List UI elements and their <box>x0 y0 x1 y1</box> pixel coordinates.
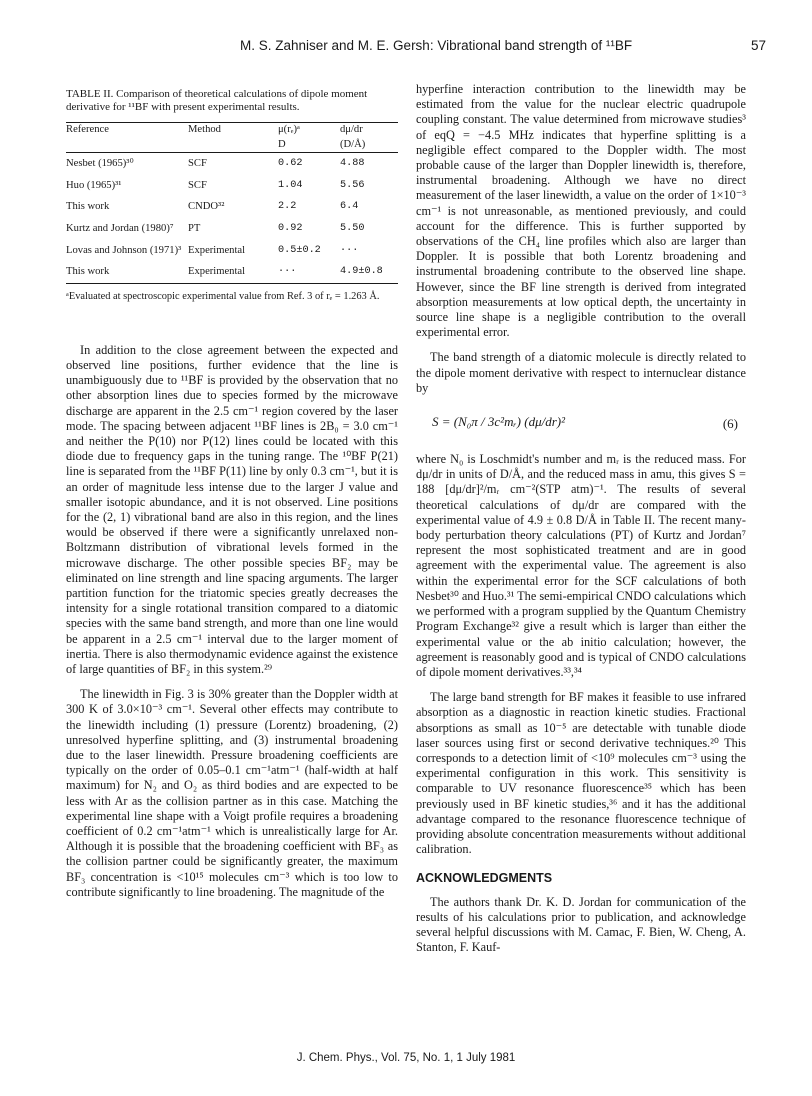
table-header-cell: Reference <box>66 124 109 135</box>
equation-number: (6) <box>722 416 738 432</box>
table-ii <box>66 122 398 284</box>
table-unit-cell <box>188 138 278 153</box>
table-cell-dmudr: ··· <box>340 244 359 256</box>
table-footnote: ᵃEvaluated at spectroscopic experimental value from Ref. 3 of rₑ = 1.263 Å. <box>66 290 380 302</box>
body-paragraph: The large band strength for BF makes it feasible to use infrared absorption as a diagnostic in reaction kinetic studies. Fractional absorptions as small as 10⁻⁵ are detectable with tunable diode laser sources using first or second derivative techniques.²⁰ This corresponds to a detection limit of <10⁹ molecules cm⁻³ using the experimental configuration in this work. This sensitivity is comparable to UV resonance fluorescence³⁵ which has been previously used in BF kinetic studies,³⁶ and it has the additional advantage compared to the resonance fluorescence technique of providing absolute concentration measurements without additional calibration. <box>416 690 746 857</box>
journal-footer: J. Chem. Phys., Vol. 75, No. 1, 1 July 1981 <box>296 1052 516 1064</box>
table-cell-method: SCF <box>188 179 207 191</box>
table-cell-dmudr: 6.4 <box>340 201 359 213</box>
column-gap <box>66 303 398 343</box>
table-units-row <box>66 138 398 153</box>
running-title: M. S. Zahniser and M. E. Gersh: Vibrational band strength of ¹¹BF <box>240 38 633 53</box>
table-row <box>66 196 398 218</box>
right-column <box>416 82 746 965</box>
table-row <box>66 153 398 175</box>
acknowledgments-text: The authors thank Dr. K. D. Jordan for communication of the results of his calculations prior to publication, and acknowledge several helpful discussions with M. Camac, F. Bien, W. Cheng, A. Stanton, F. Kauf- <box>416 894 746 955</box>
table-header-row <box>66 123 398 138</box>
table-cell-reference: Nesbet (1965)³⁰ <box>66 158 134 170</box>
body-paragraph: hyperfine interaction contribution to the linewidth may be estimated from the value for the nuclear electric quadrupole coupling constant. The value determined from microwave studies³ of eqQ = −4.5 MHz indicates that hyperfine splitting is a negligible effect compared to the Doppler width. The most probable cause of the larger than Doppler linewidth is, therefore, instrumental broadening. Although we have no direct measurement of the laser linewidth, a value on the order of 1×10⁻³ cm⁻¹ is not unreasonable, as mentioned previously, and could account for the difference. This is further supported by observations of the CH₄ line profiles which also are larger than Doppler. It is possible that both Lorentz broadening and instrumental broadening contribute to the observed line shape. However, since the BF line strength is derived from integrated absorption measurements at low optical depth, the uncertainty in source line shape is a negligible contribution to the overall experimental error. <box>416 82 746 340</box>
table-cell-reference: This work <box>66 266 110 278</box>
acknowledgments-heading: ACKNOWLEDGMENTS <box>416 871 553 886</box>
table-cell-reference: Lovas and Johnson (1971)³ <box>66 244 182 256</box>
table-cell-reference: Huo (1965)³¹ <box>66 179 122 191</box>
table-header-cell: Method <box>188 124 221 135</box>
table-row <box>66 175 398 197</box>
table-header-cell: dμ/dr <box>340 124 363 135</box>
table-row <box>66 240 398 262</box>
table-cell-mu: 2.2 <box>278 201 297 213</box>
body-paragraph: The linewidth in Fig. 3 is 30% greater than the Doppler width at 300 K of 3.0×10⁻³ cm⁻¹. Several other effects may contribute to the linewidth including (1) pressure (Lorentz) broadening, (2) unresolved hyperfine splitting, and (3) instrumental broadening due to the laser linewidth. Pressure broadening coefficients are typically on the order of 0.05–0.1 cm⁻¹atm⁻¹ (half-width at half maximum) for N₂ and O₂ as third bodies and are expected to be less with Ar as the collision partner as in this case. Matching the experimental line shape with a Voigt profile requires a broadening coefficient of 0.2 cm⁻¹atm⁻¹ which is unrealistically large for Ar. Although it is possible that the broadening coefficient with BF₃ as the collision partner could be significantly greater, the maximum BF₃ concentration is <10¹⁵ molecules cm⁻³ which is too low to contribute significantly to line broadening. The magnitude of the <box>66 687 398 899</box>
table-cell-method: Experimental <box>188 266 246 278</box>
left-column <box>66 88 398 910</box>
table-cell-method: PT <box>188 222 201 234</box>
table-row <box>66 261 398 283</box>
table-cell-reference: Kurtz and Jordan (1980)⁷ <box>66 222 174 234</box>
table-header-cell: μ(rₑ)ᵃ <box>278 124 300 135</box>
table-cell-method: Experimental <box>188 244 246 256</box>
table-cell-mu: 0.92 <box>278 222 303 234</box>
table-cell-dmudr: 4.9±0.8 <box>340 266 383 278</box>
table-caption: TABLE II. Comparison of theoretical calculations of dipole moment derivative for ¹¹BF with present experimental results. <box>66 88 368 113</box>
table-cell-reference: This work <box>66 201 110 213</box>
running-header <box>0 38 812 58</box>
table-cell-dmudr: 5.56 <box>340 179 365 191</box>
table-cell-mu: ··· <box>278 266 297 278</box>
body-paragraph: where N₀ is Loschmidt's number and mᵣ is the reduced mass. For dμ/dr in units of D/Å, and the reduced mass in amu, this gives S = 188 [dμ/dr]²/mᵣ cm⁻²(STP atm)⁻¹. The results of several theoretical calculations of dμ/dr are compared with the experimental value of 4.9 ± 0.8 D/Å in Table II. The recent many-body perturbation theory calculations (PT) of Kurtz and Jordan⁷ represent the most sophisticated treatment and are in good agreement with the experimental value. The agreement is also within the experimental error for the SCF calculations of both Nesbet³⁰ and Huo.³¹ The semi-empirical CNDO calculations which we performed with a program supplied by the Quantum Chemistry Program Exchange³² give a result which is larger than either the experimental value or the ab initio calculation; however, the agreement is reasonably good and is typical of CNDO calculations of dipole moment derivatives.³³,³⁴ <box>416 452 746 679</box>
body-paragraph: The band strength of a diatomic molecule is directly related to the dipole moment derivative with respect to internuclear distance by <box>416 350 746 395</box>
table-row <box>66 218 398 240</box>
body-paragraph: In addition to the close agreement between the expected and observed line positions, further evidence that the line is unambiguously due to ¹¹BF is provided by the observation that no other absorption lines due to species formed by the microwave discharge are apparent in the 2.5 cm⁻¹ region covered by the laser mode. The spacing between adjacent ¹¹BF lines is 2B₀ = 3.0 cm⁻¹ and neither the P(10) nor P(12) lines could be located with this diode due to frequency gaps in the tuning range. The ¹⁰BF P(21) line is separated from the ¹¹BF P(11) line by only 0.3 cm⁻¹, but it is an order of magnitude less intense due to the larger J value and smaller isotopic abundance, and it is not observed. Line positions for the (2, 1) vibrational band are also in this region, and the lines would be observed if there were a significantly unrelaxed non-Boltzmann distribution of vibrational levels formed in the microwave discharge. The other possible species BF₂ may be eliminated on line strength and line spacing arguments. The larger partition function for the triatomic species greatly decreases the intensity for a single rotational transition compared to a diatomic species with the same band strength, and more than one line would be apparent in a 2.5 cm⁻¹ interval due to the larger moment of inertia. There is also thermodynamic evidence against the existence of large quantities of BF₂ in this system.²⁹ <box>66 342 399 677</box>
equation-expression: S = (N₀π / 3c²mᵣ) (dμ/dr)² <box>432 414 566 430</box>
table-cell-mu: 1.04 <box>278 179 303 191</box>
equation-6 <box>416 406 746 442</box>
page-number: 57 <box>750 38 766 53</box>
table-cell-mu: 0.62 <box>278 158 303 170</box>
table-unit-cell: (D/Å) <box>340 138 366 150</box>
table-cell-dmudr: 4.88 <box>340 158 365 170</box>
table-unit-cell <box>66 138 188 153</box>
table-cell-method: CNDO³² <box>188 201 225 213</box>
table-cell-mu: 0.5±0.2 <box>278 244 321 256</box>
table-unit-cell: D <box>278 138 286 150</box>
table-cell-dmudr: 5.50 <box>340 222 365 234</box>
table-cell-method: SCF <box>188 158 207 170</box>
